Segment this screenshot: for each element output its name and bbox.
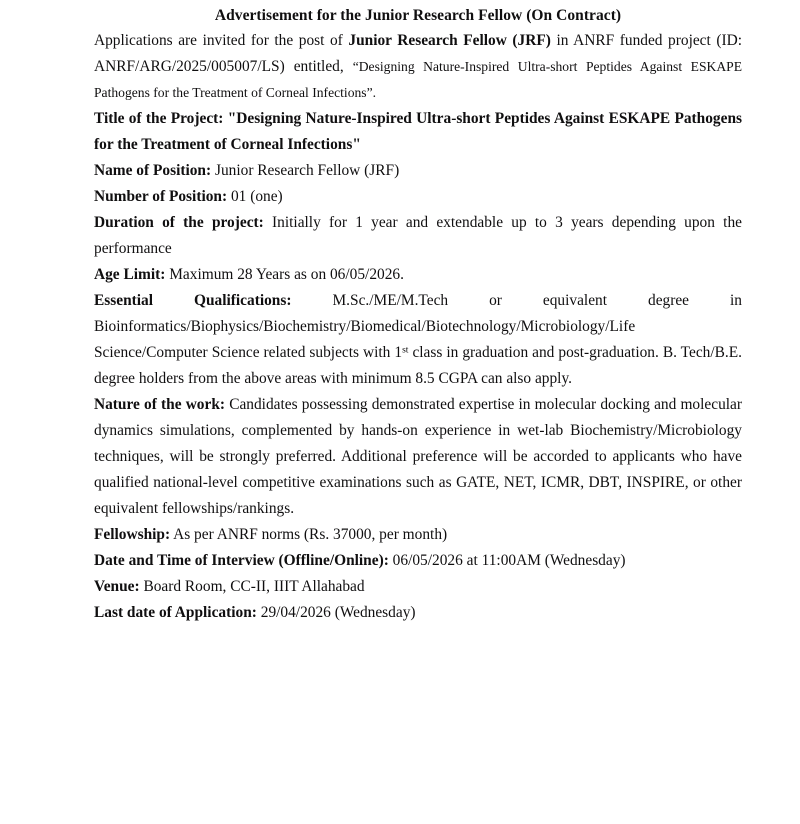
age-limit-label: Age Limit: [94, 266, 166, 284]
interview-label: Date and Time of Interview (Offline/Online): [94, 552, 389, 570]
venue-label: Venue: [94, 578, 140, 596]
section-number-of-position [94, 184, 742, 210]
section-fellowship [94, 522, 742, 548]
project-id: ANRF/ARG/2025/005007/LS [94, 58, 280, 76]
section-last-date [94, 600, 742, 626]
section-nature-of-work [94, 392, 742, 522]
essential-qualifications-label: Essential Qualifications: [94, 292, 292, 310]
duration-label: Duration of the project: [94, 214, 264, 232]
name-of-position-label: Name of Position: [94, 162, 212, 180]
section-age-limit [94, 262, 742, 288]
section-duration [94, 210, 742, 262]
last-date-value: 29/04/2026 (Wednesday) [256, 604, 416, 622]
nature-of-work-value: Candidates possessing demonstrated expertise in molecular docking and molecular dynamics simulations, complemented by hands-on experience in wet-lab Biochemistry/Microbiology techniques, will be strongly preferred. Additional preference will be accorded to applicants who have qualified national-level competitive examinations such as GATE, NET, ICMR, DBT, INSPIRE, or other equivalent fellowships/rankings. [94, 396, 742, 518]
section-name-of-position [94, 158, 742, 184]
fellowship-label: Fellowship: [94, 526, 171, 544]
section-venue [94, 574, 742, 600]
fellowship-value: As per ANRF norms (Rs. 37000, per month) [170, 526, 448, 544]
advertisement-heading: Advertisement for the Junior Research Fellow (On Contract) [214, 7, 622, 24]
intro-paragraph [94, 28, 742, 106]
duration-value: Initially for 1 year and extendable up to 3 years depending upon the performance [94, 214, 742, 258]
intro-after-id-text: ) entitled, [279, 58, 353, 76]
ordinal-suffix: st [402, 344, 409, 356]
project-title-value: "Designing Nature-Inspired Ultra-short Peptides Against ESKAPE Pathogens for the Treatment of Corneal Infections" [94, 110, 742, 154]
age-limit-value: Maximum 28 Years as on 06/05/2026. [165, 266, 404, 284]
intro-lead-text: Applications are invited for the post of [94, 32, 349, 50]
post-title-bold: Junior Research Fellow (JRF) [348, 32, 551, 50]
project-title-label: Title of the Project: [94, 110, 224, 128]
number-of-position-value: 01 (one) [227, 188, 283, 206]
section-project-title [94, 106, 742, 158]
number-of-position-label: Number of Position: [94, 188, 228, 206]
interview-value: 06/05/2026 at 11:00AM (Wednesday) [388, 552, 626, 570]
nature-of-work-label: Nature of the work: [94, 396, 226, 414]
last-date-label: Last date of Application: [94, 604, 257, 622]
section-interview [94, 548, 742, 574]
section-essential-qualifications [94, 288, 742, 392]
quoted-project-title: “Designing Nature-Inspired Ultra-short Peptides Against ESKAPE Pathogens for the Treatment of Corneal Infections”. [94, 59, 743, 101]
name-of-position-value: Junior Research Fellow (JRF) [211, 162, 400, 180]
essential-qualifications-value-part2: class in graduation and post-graduation. B. Tech/B.E. degree holders from the above areas with minimum 8.5 CGPA can also apply. [94, 344, 742, 388]
essential-qualifications-value-part1: M.Sc./ME/M.Tech or equivalent degree in Bioinformatics/Biophysics/Biochemistry/Biomedical/Biotechnology/Microbiology/Life Science/Computer Science related subjects with 1 [94, 292, 742, 362]
document-body [94, 0, 742, 626]
venue-value: Board Room, CC-II, IIIT Allahabad [139, 578, 365, 596]
intro-middle-text: in ANRF funded project (ID: [550, 32, 742, 50]
